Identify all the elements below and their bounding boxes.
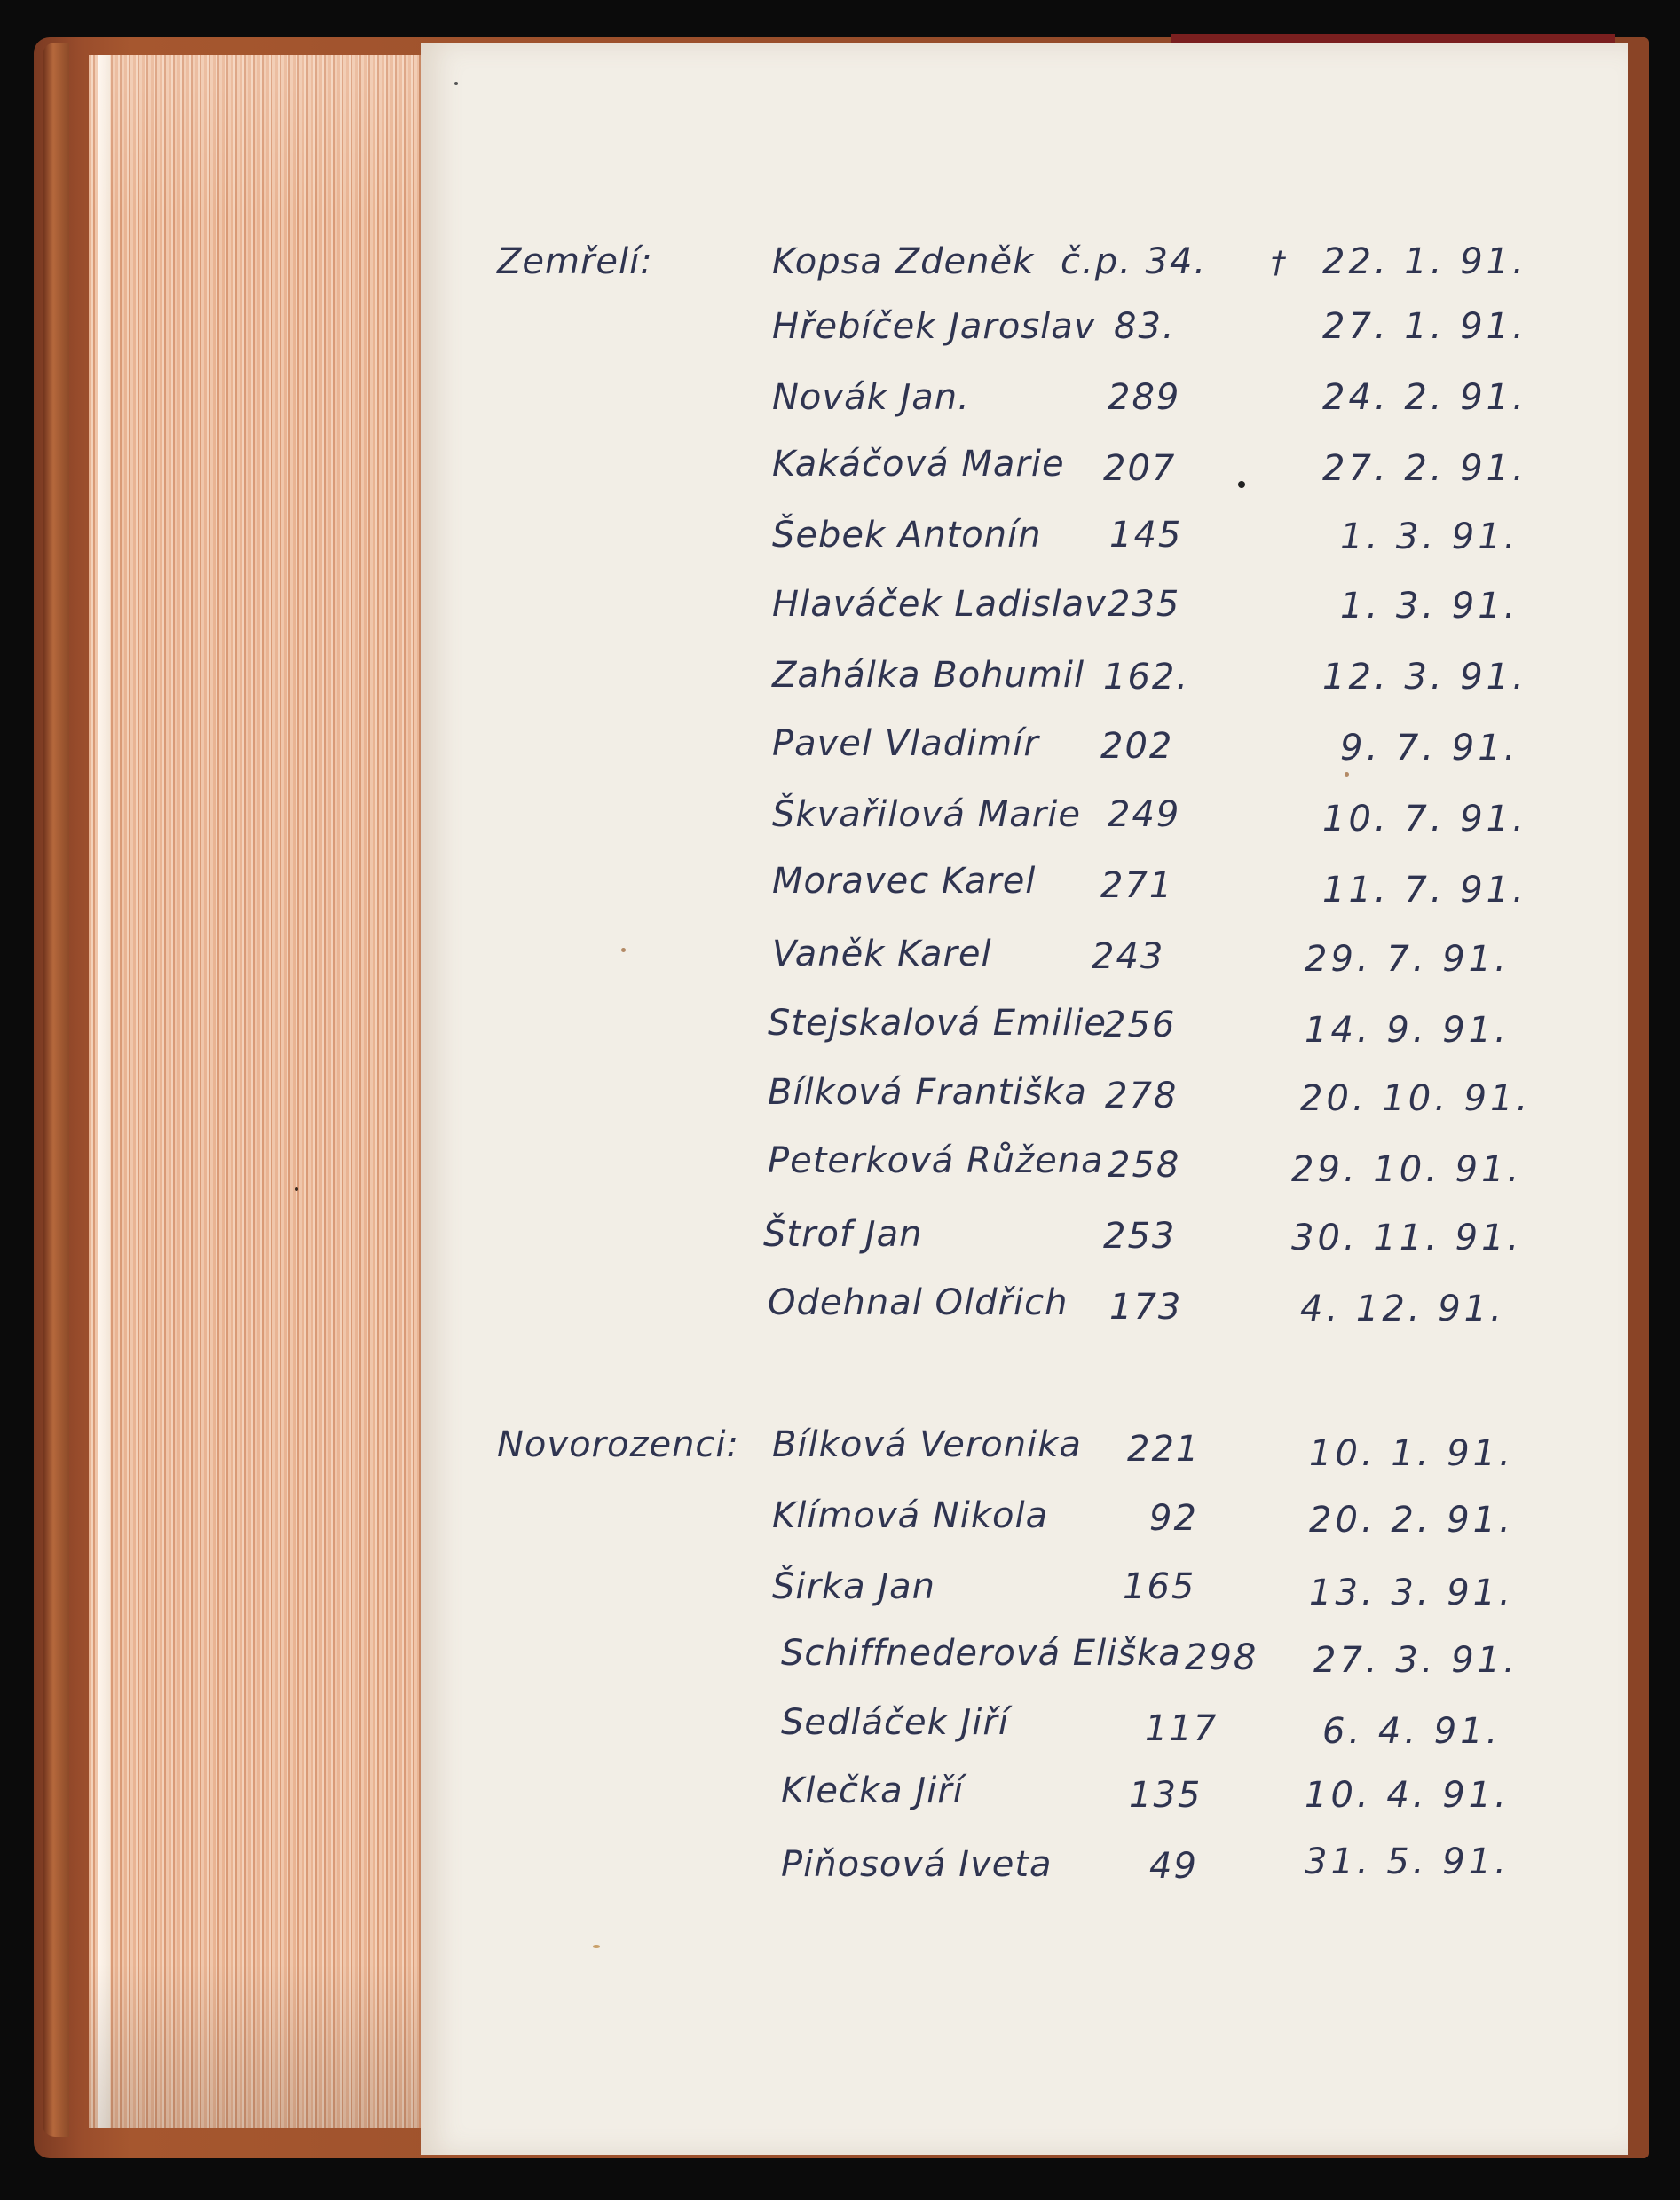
page-block-edges [89, 55, 421, 2128]
book-spine-edge [43, 43, 69, 2137]
entry-house-number: 117 [1145, 1708, 1219, 1749]
entry-date: 10. 4. 91. [1305, 1775, 1510, 1816]
ink-speck [621, 948, 626, 952]
entry-house-number: 92 [1149, 1498, 1198, 1539]
entry-date: 27. 3. 91. [1313, 1640, 1518, 1681]
entry-house-number: 271 [1100, 865, 1174, 906]
entry-name: Vaněk Karel [772, 934, 992, 974]
entry-date: 31. 5. 91. [1305, 1841, 1510, 1882]
entry-date: 11. 7. 91. [1322, 870, 1527, 911]
entry-date: 27. 2. 91. [1322, 448, 1527, 489]
entry-date: 10. 1. 91. [1309, 1433, 1514, 1474]
entry-house-number: 162. [1103, 657, 1190, 698]
entry-name: Piňosová Iveta [781, 1844, 1053, 1885]
entry-date: 14. 9. 91. [1305, 1010, 1510, 1051]
entry-house-number: 202 [1100, 726, 1174, 767]
entry-name: Širka Jan [772, 1566, 935, 1607]
entry-house-number: 207 [1103, 448, 1177, 489]
entry-name: Novák Jan. [772, 377, 970, 418]
entry-date: 9. 7. 91. [1340, 728, 1519, 769]
entry-house-number: 145 [1109, 515, 1183, 556]
entry-date: 29. 7. 91. [1305, 939, 1510, 980]
section-label-deceased: Zemřelí: [497, 241, 653, 282]
entry-name: Škvařilová Marie [772, 794, 1081, 835]
entry-name: Kakáčová Marie [772, 444, 1065, 485]
entry-date: 12. 3. 91. [1322, 657, 1527, 698]
entry-date: 20. 10. 91. [1300, 1078, 1532, 1119]
entry-house-number: 278 [1105, 1076, 1179, 1116]
entry-house-number: 235 [1108, 584, 1181, 625]
entry-date: 20. 2. 91. [1309, 1500, 1514, 1541]
cross-mark: † [1271, 245, 1287, 280]
entry-date: 13. 3. 91. [1309, 1573, 1514, 1613]
entry-name: Zahálka Bohumil [772, 655, 1085, 696]
entry-name: Moravec Karel [772, 861, 1037, 902]
ink-speck [1345, 772, 1349, 777]
entry-date: 22. 1. 91. [1322, 241, 1527, 282]
entry-name: Bílková Veronika [772, 1424, 1082, 1465]
entry-date: 6. 4. 91. [1322, 1711, 1502, 1752]
entry-name: Schiffnederová Eliška [781, 1633, 1181, 1674]
entry-house-number: 165 [1123, 1566, 1196, 1607]
entry-house-number: 221 [1127, 1429, 1201, 1470]
entry-house-number: 253 [1103, 1216, 1177, 1257]
entry-date: 29. 10. 91. [1291, 1149, 1523, 1190]
entry-name: Hřebíček Jaroslav [772, 306, 1096, 347]
entry-date: 24. 2. 91. [1322, 377, 1527, 418]
ink-speck [295, 1187, 298, 1191]
entry-name: Peterková Růžena [768, 1140, 1104, 1181]
entry-name: Stejskalová Emilie [768, 1003, 1107, 1044]
entry-date: 10. 7. 91. [1322, 799, 1527, 840]
entry-date: 4. 12. 91. [1300, 1289, 1505, 1329]
entry-house-number: 298 [1185, 1637, 1258, 1678]
entry-date: 1. 3. 91. [1340, 586, 1519, 627]
entry-house-number: 49 [1149, 1846, 1198, 1887]
entry-house-number: 258 [1108, 1145, 1181, 1186]
ink-dot [1238, 481, 1245, 488]
entry-name: Klečka Jiří [781, 1770, 964, 1811]
entry-house-number: 83. [1114, 306, 1176, 347]
entry-house-number: č.p. 34. [1061, 241, 1208, 282]
entry-name: Kopsa Zdeněk [772, 241, 1035, 282]
entry-name: Hlaváček Ladislav [772, 584, 1107, 625]
entry-name: Pavel Vladimír [772, 723, 1039, 764]
ink-speck [454, 82, 458, 85]
entry-date: 1. 3. 91. [1340, 516, 1519, 557]
entry-name: Klímová Nikola [772, 1495, 1049, 1536]
entry-name: Odehnal Oldřich [768, 1282, 1069, 1323]
entry-house-number: 135 [1129, 1775, 1203, 1816]
entry-date: 27. 1. 91. [1322, 306, 1527, 347]
entry-date: 30. 11. 91. [1291, 1218, 1523, 1258]
section-label-newborns: Novorozenci: [497, 1424, 739, 1465]
entry-name: Štrof Jan [763, 1214, 923, 1255]
entry-house-number: 289 [1108, 377, 1181, 418]
entry-name: Sedláček Jiří [781, 1702, 1009, 1743]
entry-house-number: 249 [1108, 794, 1181, 835]
entry-name: Bílková Františka [768, 1072, 1087, 1113]
entry-house-number: 243 [1092, 936, 1165, 977]
ink-speck [593, 1945, 600, 1948]
entry-house-number: 256 [1103, 1005, 1177, 1045]
entry-house-number: 173 [1109, 1287, 1183, 1328]
entry-name: Šebek Antonín [772, 515, 1042, 556]
